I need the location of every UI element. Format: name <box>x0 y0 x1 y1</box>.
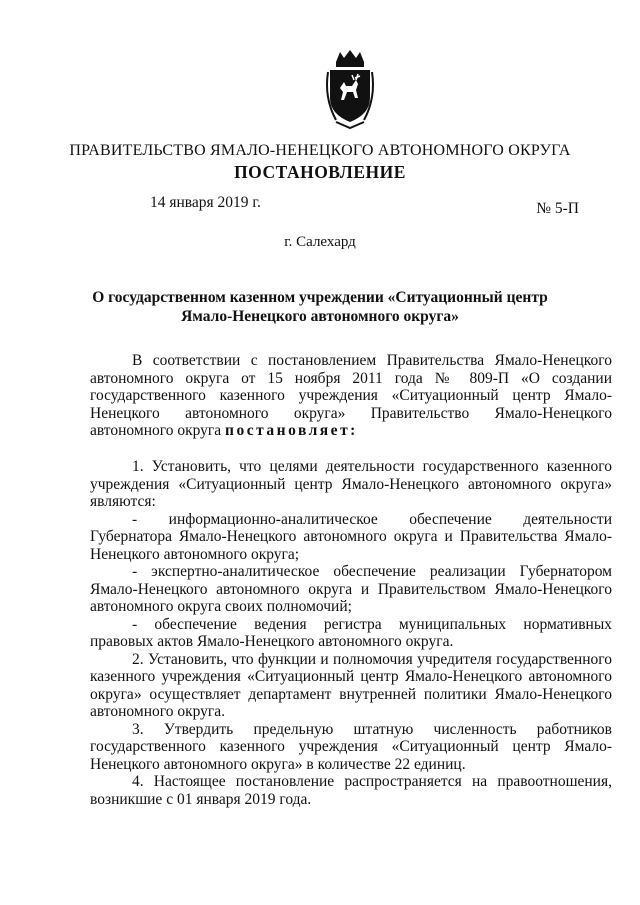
preamble <box>90 352 612 440</box>
item-4: 4. Настоящее постановление распространяется на правоотношения, возникшие с 01 января 2019 года. <box>90 773 612 808</box>
item-1-a: - информационно-аналитическое обеспечение деятельности Губернатора Ямало-Ненецкого автономного округа и Правительства Ямало-Ненецкого автономного округа; <box>90 510 612 563</box>
preamble-text: В соответствии с постановлением Правительства Ямало-Ненецкого автономного округа от 15 ноября 2011 года № 809-П «О создании государственного казенного учреждения «Ситуационный центр Ямало-Ненецкого автономного округа» Правительство Ямало-Ненецкого автономного округа <box>90 352 612 439</box>
government-title: ПРАВИТЕЛЬСТВО ЯМАЛО-НЕНЕЦКОГО АВТОНОМНОГО ОКРУГА <box>69 142 571 159</box>
item-1: 1. Установить, что целями деятельности государственного казенного учреждения «Ситуационный центр Ямало-Ненецкого автономного округа» являются: <box>90 458 612 510</box>
item-2: 2. Установить, что функции и полномочия учредителя государственного казенного учреждения «Ситуационный центр Ямало-Ненецкого автономного округа» осуществляет департамент внутренней политики Ямало-Ненецкого автономного округа. <box>90 650 612 720</box>
subject-line-2: Ямало-Ненецкого автономного округа» <box>181 308 459 325</box>
coat-of-arms-icon <box>322 48 378 130</box>
document-date: 14 января 2019 г. <box>150 194 261 211</box>
subject-line-1: О государственном казенном учреждении «Ситуационный центр <box>92 289 548 306</box>
preamble-paragraph <box>90 352 612 440</box>
document-subject <box>0 288 640 326</box>
item-1-c: - обеспечение ведения регистра муниципальных нормативных правовых актов Ямало-Ненецкого автономного округа. <box>90 615 612 650</box>
document-number: № 5-П <box>536 200 579 217</box>
resolves-word: постановляет: <box>225 422 358 439</box>
document-city: г. Салехард <box>284 234 356 250</box>
resolution-items <box>90 458 612 808</box>
item-3: 3. Утвердить предельную штатную численность работников государственного казенного учреждения «Ситуационный центр Ямало-Ненецкого автономного округа» в количестве 22 единиц. <box>90 720 612 773</box>
item-1-b: - экспертно-аналитическое обеспечение реализации Губернатором Ямало-Ненецкого автономного округа и Правительством Ямало-Ненецкого автономного округа своих полномочий; <box>90 563 612 615</box>
document-type: ПОСТАНОВЛЕНИЕ <box>234 162 406 182</box>
